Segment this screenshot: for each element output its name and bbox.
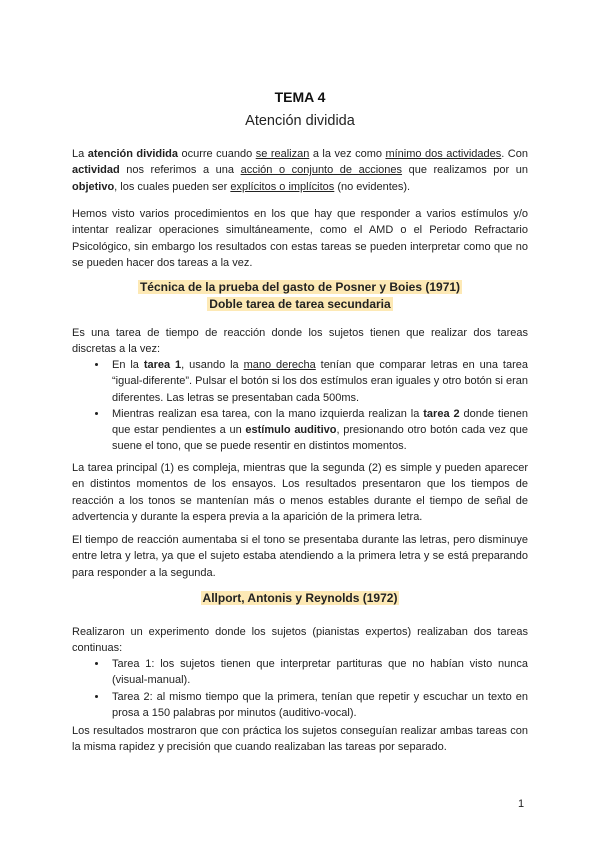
text-run: La (72, 148, 88, 160)
text-run: donde tienen que estar pendientes a un (112, 407, 528, 437)
text-run: que realizamos por un (402, 164, 528, 177)
text-run: En la (112, 359, 144, 371)
underlined-term: acción o conjunto de acciones (240, 164, 403, 177)
heading-line: Técnica de la prueba del gasto de Posner y Boies (1971) (139, 280, 461, 294)
bold-term: tarea 1 (143, 359, 182, 371)
underlined-term: mínimo dos actividades (385, 148, 502, 160)
section-heading-posner (72, 279, 528, 313)
text-run: . Con (501, 148, 528, 160)
text-run: , los cuales pueden ser (114, 180, 231, 193)
bold-term: atención dividida (87, 148, 178, 160)
paragraph-procedures: Hemos visto varios procedimientos en los que hay que responder a varios estímulos y/o intentar realizar operaciones simultáneamente, como el AMD o el Periodo Refractario Psicológico, sin embargo los resultados con estas tareas se pueden interpretar como que no se pueden hacer dos tareas a la vez. (72, 208, 528, 269)
page-number: 1 (518, 798, 525, 810)
text-run: , usando la (181, 359, 244, 371)
bold-term: objetivo (72, 180, 115, 193)
section1-intro: Es una tarea de tiempo de reacción donde los sujetos tienen que realizar dos tareas discretas a la vez: (72, 327, 528, 356)
text-run: Mientras realizan esa tarea, con la mano izquierda realizan la (112, 407, 424, 420)
intro-paragraph (72, 146, 528, 195)
list-item: • Tarea 1: los sujetos tienen que interpretar partituras que no habían visto nunca (visual-manual). (108, 656, 528, 689)
underlined-term: mano derecha (243, 359, 316, 371)
list-item (108, 406, 528, 455)
section1-bullet-list (72, 357, 528, 455)
section2-bullet-list (72, 656, 528, 721)
section-heading-allport (72, 590, 528, 607)
section2-intro: Realizaron un experimento donde los sujetos (pianistas expertos) realizaban dos tareas continuas: (72, 626, 528, 655)
section1-reaction-paragraph: El tiempo de reacción aumentaba si el tono se presentaba durante las letras, pero disminuye entre letra y letra, ya que el sujeto estaba atendiendo a la primera letra y se está preparando para responder a la segunda. (72, 534, 528, 579)
bold-term: estímulo auditivo (245, 424, 337, 437)
list-item: • Tarea 2: al mismo tiempo que la primera, tenían que repetir y escuchar un texto en prosa a 150 palabras por minutos (auditivo-vocal). (108, 689, 528, 722)
bold-term: actividad (72, 164, 120, 177)
section2-conclusion: Los resultados mostraron que con práctica los sujetos conseguían realizar ambas tareas con la misma rapidez y precisión que cuando realizaban las tareas por separado. (72, 725, 528, 754)
text-run: nos referimos a una (119, 164, 241, 177)
heading-line: Allport, Antonis y Reynolds (1972) (202, 591, 398, 605)
text-run: , presionando otro botón cada vez que suene el tono, que se puede resentir en distintos momentos. (112, 424, 529, 453)
heading-line: Doble tarea de tarea secundaria (209, 297, 391, 311)
underlined-term: se realizan (255, 148, 310, 160)
section1-results-paragraph: La tarea principal (1) es compleja, mientras que la segunda (2) es simple y pueden aparecer en distintos momentos de los ensayos. Los resultados presentaron que los tiempos de reacción a los tonos se mantenían más o menos estables durante el tiempo de señal de advertencia y durante la espera previa a la aparición de la primera letra. (72, 462, 528, 523)
list-item (108, 357, 528, 406)
text-run: (no evidentes). (334, 180, 411, 193)
page-subtitle: Atención dividida (245, 113, 355, 129)
bold-term: tarea 2 (423, 407, 460, 420)
text-run: ocurre cuando (178, 148, 256, 160)
underlined-term: explícitos o implícitos (230, 180, 335, 193)
text-run: a la vez como (309, 148, 386, 160)
text-run: tenían que comparar letras en una tarea “igual-diferente”. Pulsar el botón si los dos estímulos eran iguales y otro botón si eran diferentes. Las letras se presentaban cada 500ms. (112, 359, 528, 404)
page-title: TEMA 4 (274, 89, 326, 105)
